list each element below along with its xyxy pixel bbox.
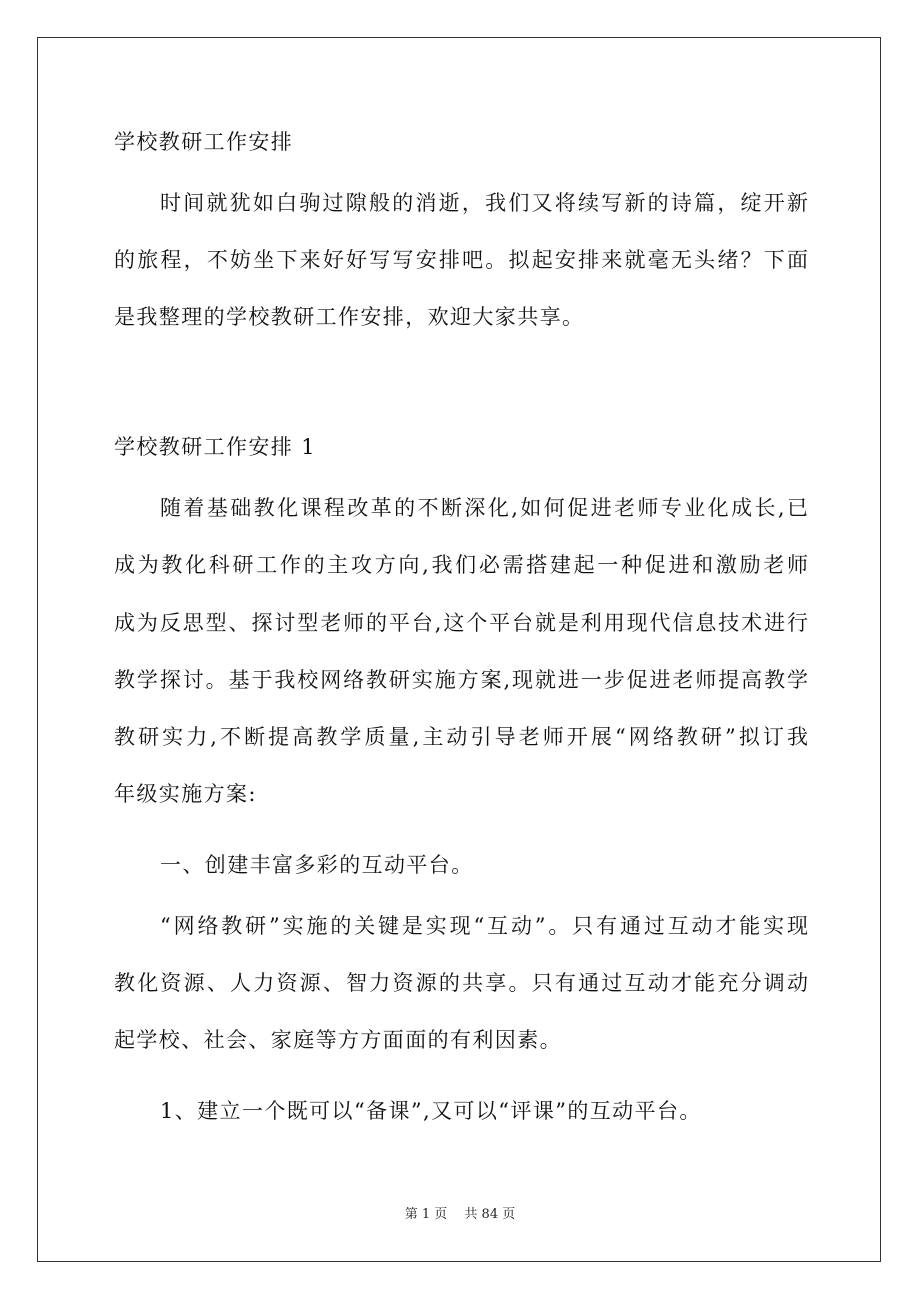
heading-1: 一、创建丰富多彩的互动平台。: [160, 853, 474, 877]
section-paragraph-line: 教学探讨。基于我校网络教研实施方案,现就进一步促进老师提高教学: [114, 668, 808, 692]
intro-paragraph-line: 时间就犹如白驹过隙般的消逝，我们又将续写新的诗篇，绽开新: [160, 191, 808, 215]
section-paragraph-line: 随着基础教化课程改革的不断深化,如何促进老师专业化成长,已: [160, 496, 808, 520]
section-paragraph-line: 成为教化科研工作的主攻方向,我们必需搭建起一种促进和激励老师: [114, 553, 808, 577]
section-title: 学校教研工作安排 1: [114, 435, 317, 459]
intro-paragraph-line: 是我整理的学校教研工作安排，欢迎大家共享。: [114, 305, 585, 329]
list-item-1: 1、建立一个既可以“备课”,又可以“评课”的互动平台。: [160, 1099, 702, 1123]
section-paragraph-line: 成为反思型、探讨型老师的平台,这个平台就是利用现代信息技术进行: [114, 611, 808, 635]
heading-1-paragraph-line: 起学校、社会、家庭等方方面面的有利因素。: [114, 1028, 562, 1052]
page-border: [37, 37, 881, 1262]
page-number-footer: 第 1 页 共 84 页: [404, 1207, 516, 1222]
document-title: 学校教研工作安排: [114, 130, 294, 154]
section-paragraph-line: 教研实力,不断提高教学质量,主动引导老师开展“网络教研”拟订我: [114, 725, 808, 749]
heading-1-paragraph-line: “网络教研”实施的关键是实现“互动”。只有通过互动才能实现: [160, 914, 808, 938]
heading-1-paragraph-line: 教化资源、人力资源、智力资源的共享。只有通过互动才能充分调动: [114, 971, 808, 995]
section-paragraph-line: 年级实施方案:: [114, 782, 257, 806]
intro-paragraph-line: 的旅程，不妨坐下来好好写写安排吧。拟起安排来就毫无头绪？下面: [114, 248, 808, 272]
